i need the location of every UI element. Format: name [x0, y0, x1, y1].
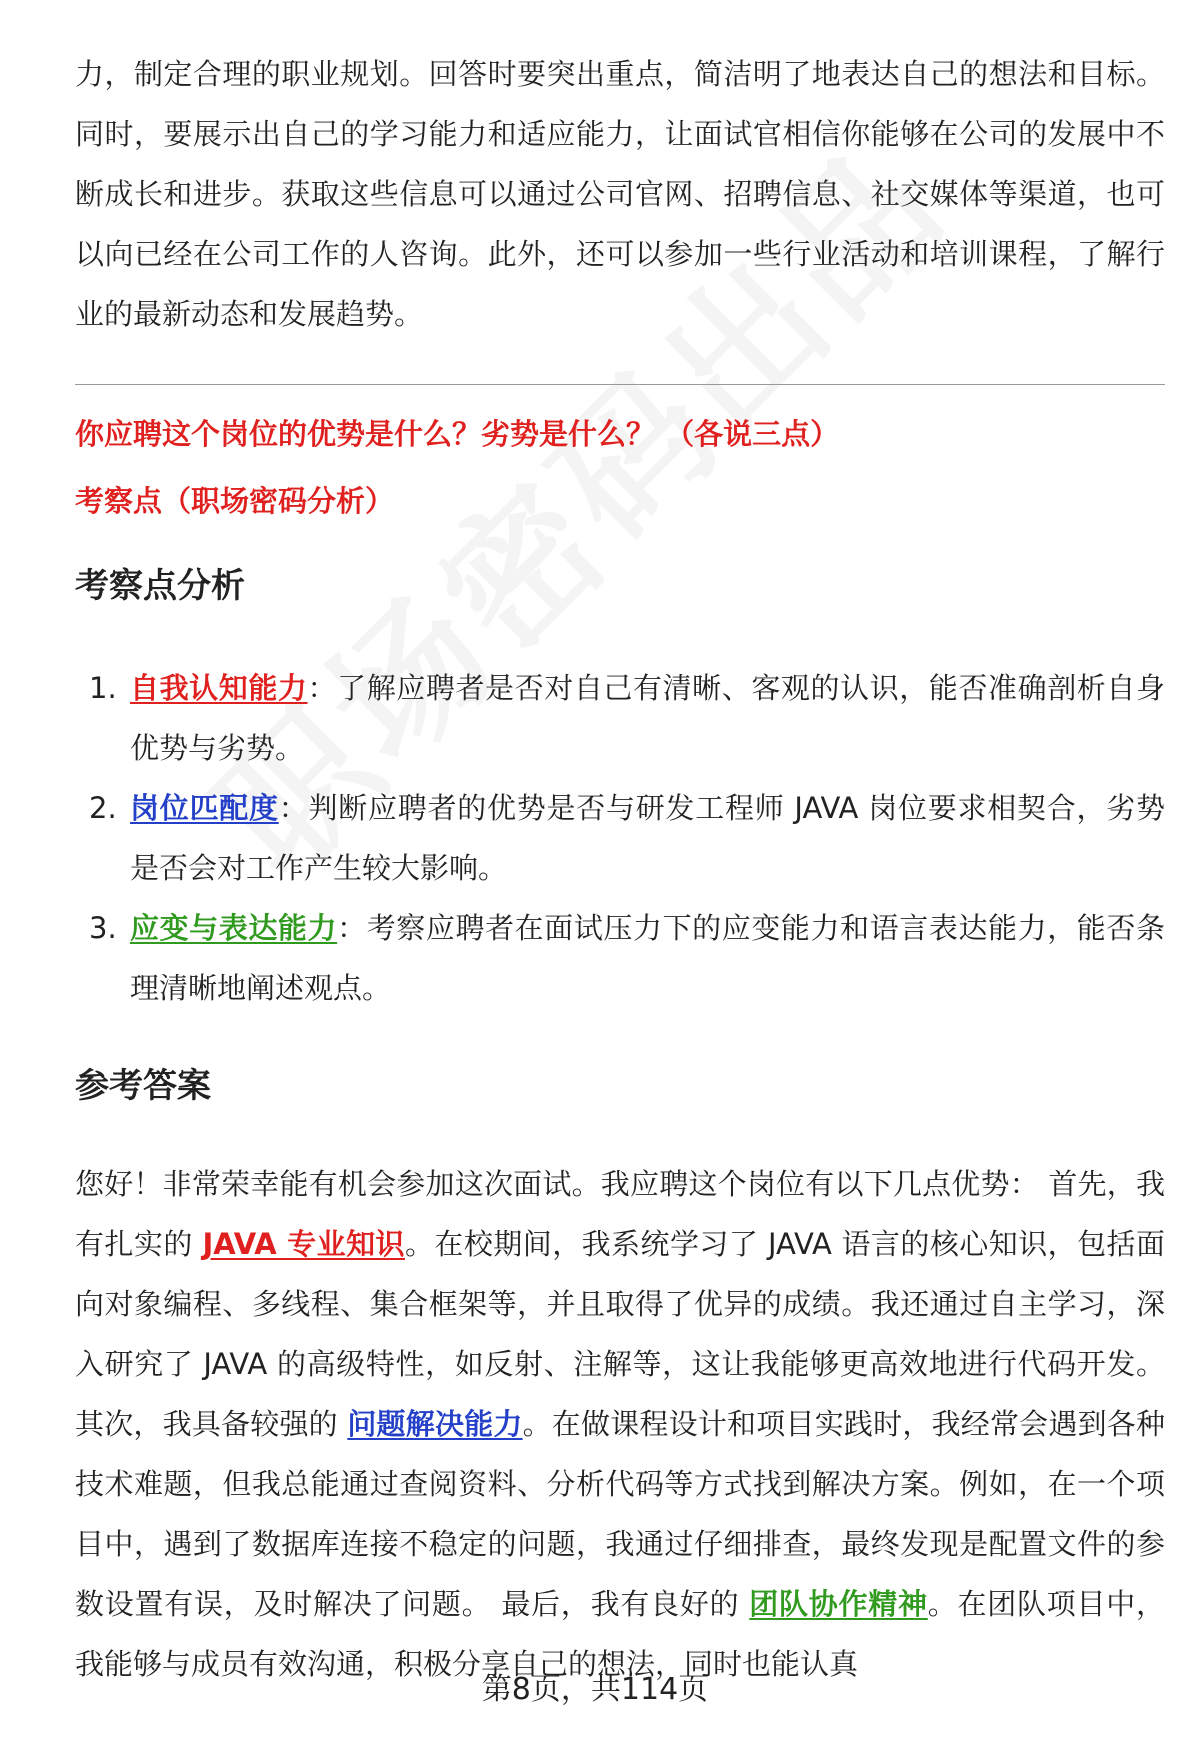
- keyword-job-match: 岗位匹配度: [130, 791, 279, 825]
- keyword-teamwork: 团队协作精神: [749, 1587, 928, 1621]
- list-item: [75, 898, 1165, 1018]
- sub-question-title: 考察点（职场密码分析）: [75, 484, 395, 518]
- section-divider: [75, 384, 1165, 385]
- keyword-problem-solving: 问题解决能力: [347, 1407, 523, 1441]
- analysis-heading: 考察点分析: [75, 566, 245, 606]
- question-title: 你应聘这个岗位的优势是什么？劣势是什么？ （各说三点）: [75, 417, 840, 451]
- answer-text: 。在校期间，我系统学习了 JAVA 语言的核心知识，包括面向对象编程、多线程、集合框架等，并且取得了优异的成绩。我还通过自主学习，深入研究了 JAVA 的高级特性，如反射、注解等，这让我能够更高效地进行代码开发。 其次，我具备较强的: [75, 1227, 1165, 1441]
- list-item-number: 1.: [89, 671, 117, 705]
- keyword-self-awareness: 自我认知能力: [130, 671, 308, 705]
- list-item-number: 2.: [89, 791, 117, 825]
- answer-heading: 参考答案: [75, 1066, 211, 1106]
- answer-text: 。在团队项目中，我能够与成员有效沟通，积极分享自己的想法，同时也能认真: [75, 1587, 1165, 1681]
- keyword-adaptability: 应变与表达能力: [130, 911, 338, 945]
- list-item-text: ：考察应聘者在面试压力下的应变能力和语言表达能力，能否条理清晰地阐述观点。: [130, 911, 1165, 1005]
- list-item: [75, 658, 1165, 778]
- answer-text: 。在做课程设计和项目实践时，我经常会遇到各种技术难题，但我总能通过查阅资料、分析代码等方式找到解决方案。例如，在一个项目中，遇到了数据库连接不稳定的问题，我通过仔细排查，最终发现是配置文件的参数设置有误，及时解决了问题。 最后，我有良好的: [75, 1407, 1165, 1621]
- answer-text: 您好！非常荣幸能有机会参加这次面试。我应聘这个岗位有以下几点优势： 首先，我有扎实的: [75, 1167, 1165, 1261]
- page-number: 第8页，共114页: [481, 1672, 709, 1707]
- intro-paragraph: 力，制定合理的职业规划。回答时要突出重点，简洁明了地表达自己的想法和目标。同时，要展示出自己的学习能力和适应能力，让面试官相信你能够在公司的发展中不断成长和进步。获取这些信息可以通过公司官网、招聘信息、社交媒体等渠道，也可以向已经在公司工作的人咨询。此外，还可以参加一些行业活动和培训课程，了解行业的最新动态和发展趋势。: [75, 57, 1165, 331]
- list-item-text: ：判断应聘者的优势是否与研发工程师 JAVA 岗位要求相契合，劣势是否会对工作产生较大影响。: [130, 791, 1165, 885]
- page-content: [75, 44, 1165, 1694]
- keyword-java-knowledge: JAVA 专业知识: [202, 1227, 405, 1261]
- answer-paragraph: [75, 1154, 1165, 1694]
- list-item: [75, 778, 1165, 898]
- list-item-number: 3.: [89, 911, 117, 945]
- analysis-list: [75, 658, 1165, 1018]
- list-item-text: ：了解应聘者是否对自己有清晰、客观的认识，能否准确剖析自身优势与劣势。: [130, 671, 1165, 765]
